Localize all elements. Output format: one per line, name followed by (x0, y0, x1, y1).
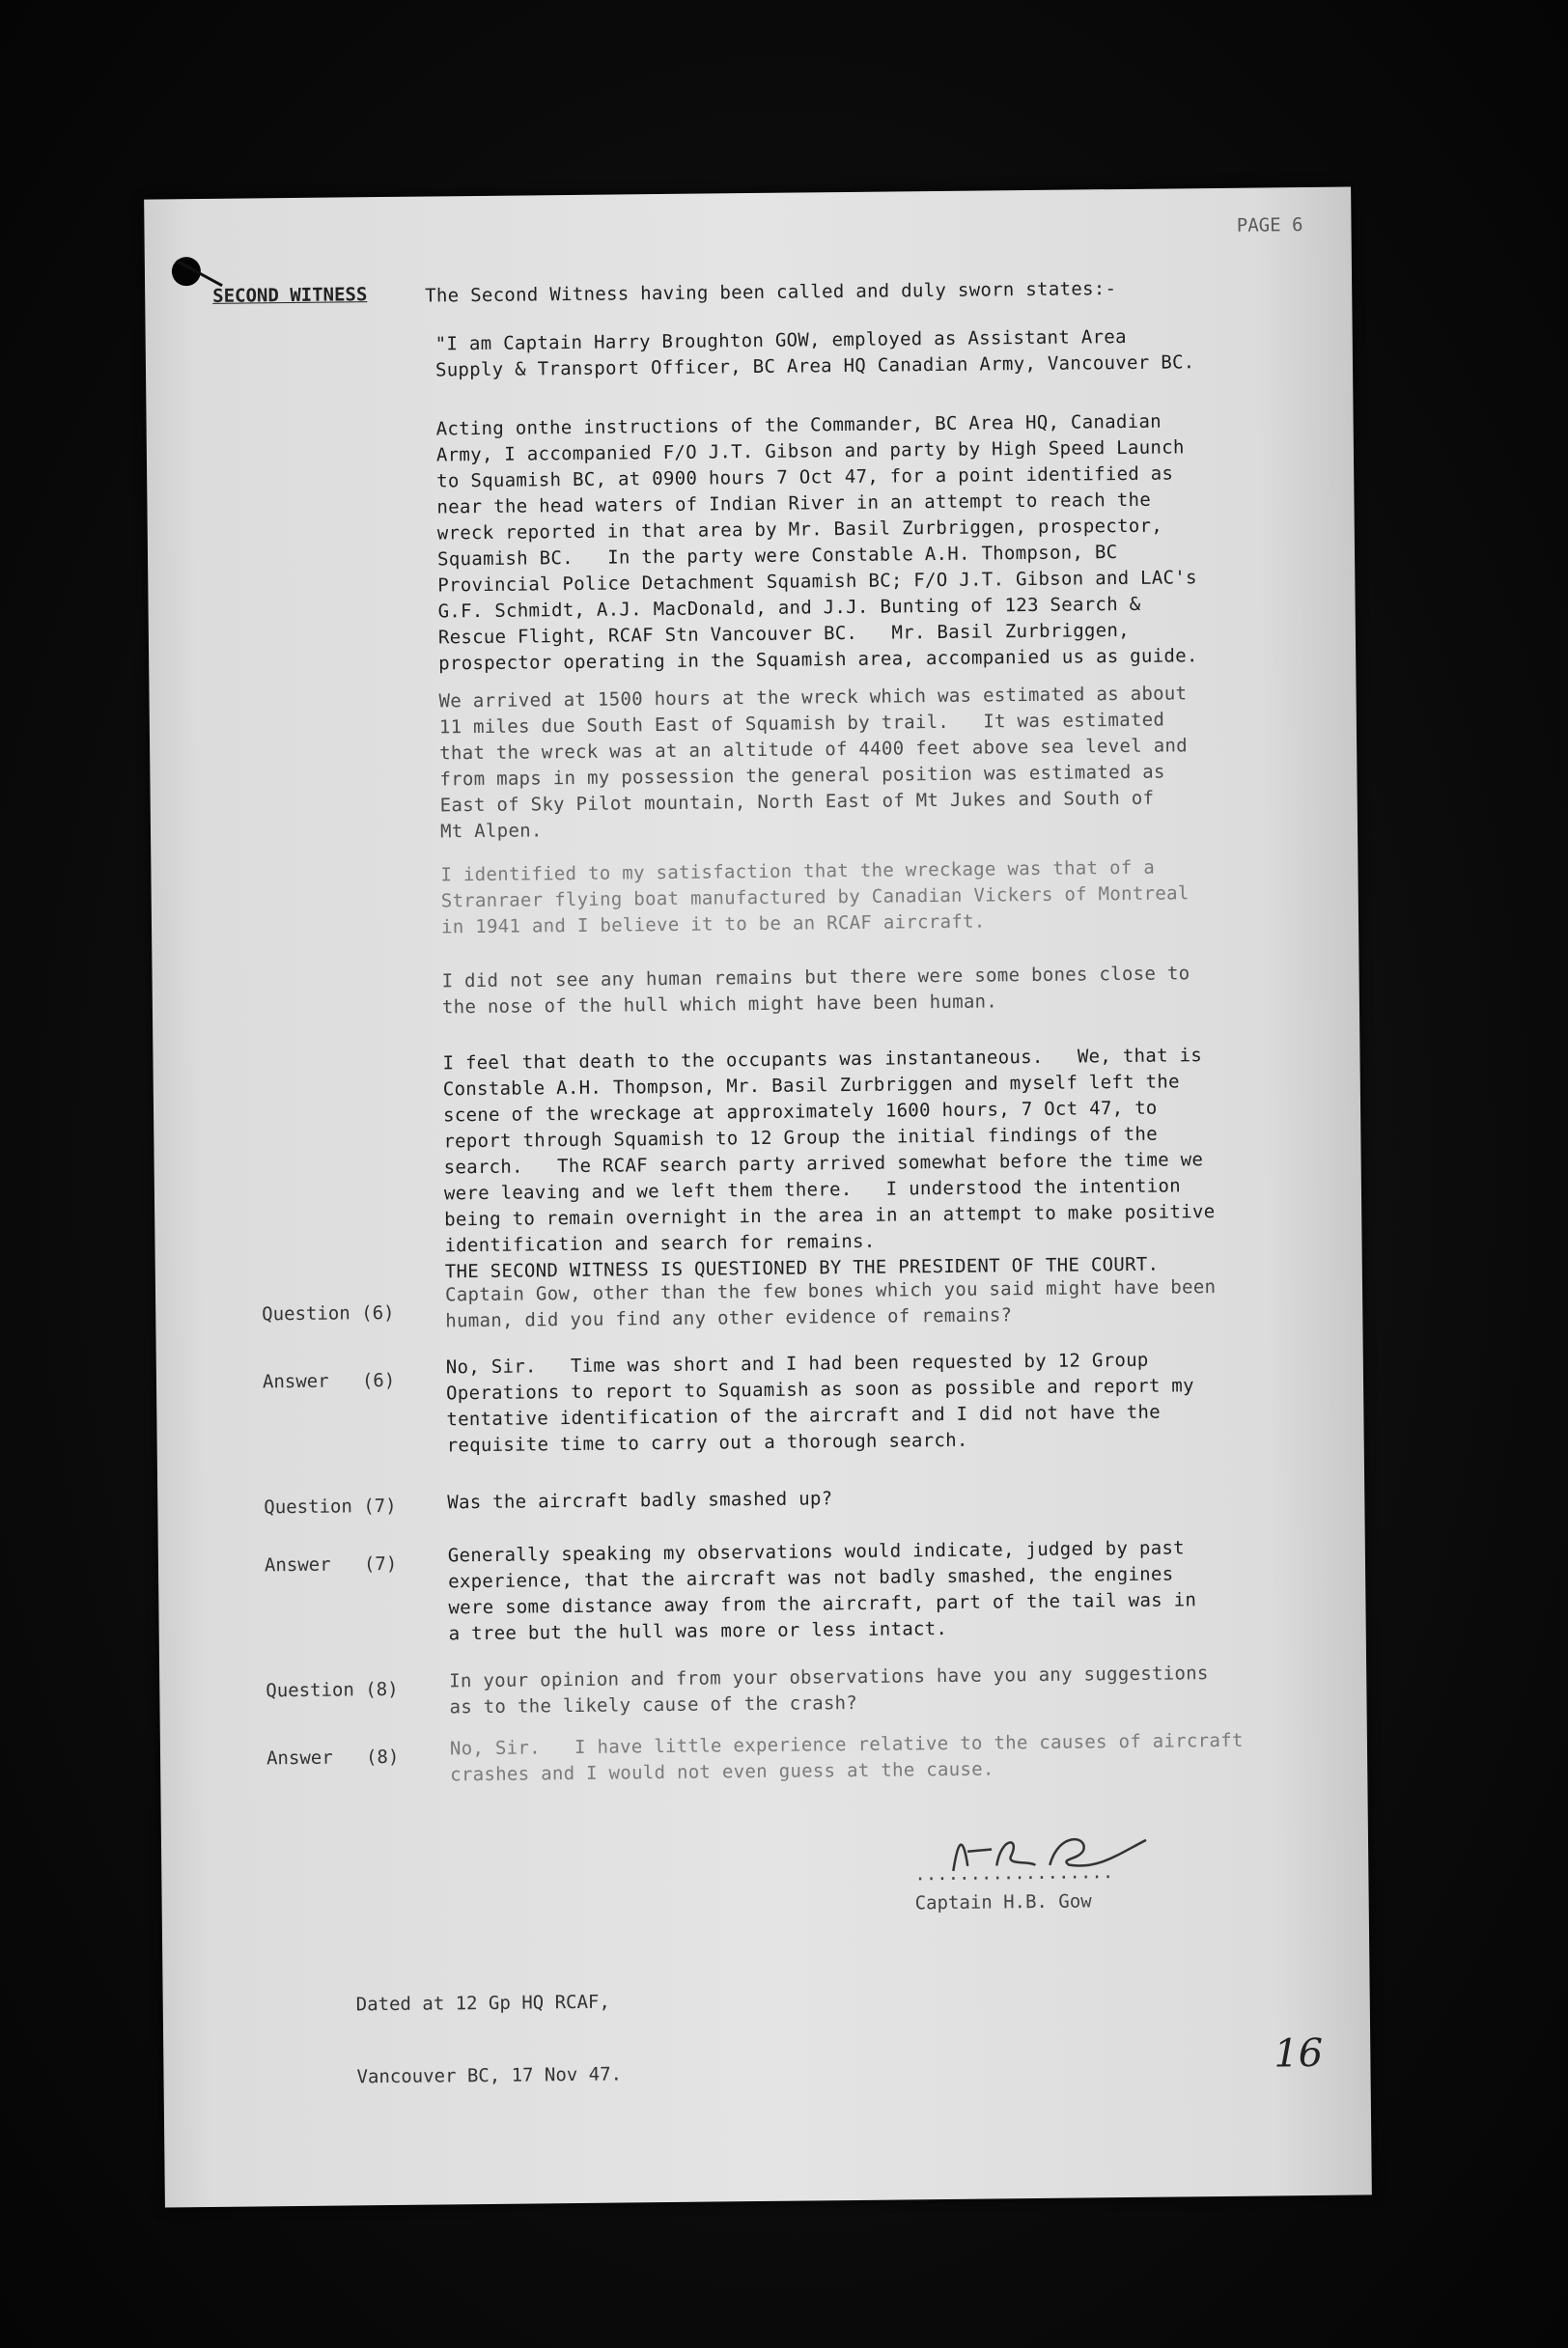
qa-text-a6: No, Sir. Time was short and I had been requested by 12 Group Operations to report to Squamish as soon as possible and report my tentative identification of the aircraft and I did not have the requisite time to carry out a thorough search. (445, 1349, 1194, 1457)
signature-line: .................. (914, 1861, 1114, 1886)
qa-label-a6: Answer (6) (262, 1369, 396, 1393)
qa-text-a7: Generally speaking my observations would indicate, judged by past experience, that the aircraft was not badly smashed, the engines were some distance away from the aircraft, part of the tail was in a tree but the hull was more or less intact. (447, 1537, 1197, 1645)
qa-label-a7: Answer (7) (264, 1552, 398, 1577)
qa-text-q7: Was the aircraft badly smashed up? (447, 1488, 833, 1514)
paragraph-6: I feel that death to the occupants was instantaneous. We, that is Constable A.H. Thompson, Mr. Basil Zurbriggen and myself left the scene of the wreckage at approximately 1600 hours, 7 Oct 47, to report through Squamish to 12 Group the initial findings of the search. The RCAF search party arrived somewhat before the time we were leaving and we left them there. I understood the intention being to remain overnight in the area in an attempt to make positive identification and search for remains. THE SECOND WITNESS IS QUESTIONED BY THE PRESIDENT OF THE COURT. (442, 1045, 1216, 1283)
qa-text-a8: No, Sir. I have little experience relative to the causes of aircraft crashes and I would not even guess at the cause. (449, 1729, 1244, 1786)
qa-label-q6: Question (6) (262, 1301, 395, 1326)
paragraph-3: We arrived at 1500 hours at the wreck which was estimated as about 11 miles due South East of Squamish by trail. It was estimated that the wreck was at an altitude of 4400 feet above sea level and from maps in my possession the general position was estimated as East of Sky Pilot mountain, North East of Mt Jukes and South of Mt Alpen. (438, 683, 1189, 843)
qa-label-q8: Question (8) (266, 1678, 399, 1702)
document-page (144, 187, 1372, 2208)
intro-line: The Second Witness having been called and duly sworn states:- (425, 278, 1117, 307)
qa-label-a8: Answer (8) (266, 1746, 400, 1770)
paragraph-2: Acting onthe instructions of the Commander, BC Area HQ, Canadian Army, I accompanied F/O J.T. Gibson and party by High Speed Launch to Squamish BC, at 0900 hours 7 Oct 47, for a point identified as near the head waters of Indian River in an attempt to reach the wreck reported in that area by Mr. Basil Zurbriggen, prospector, Squamish BC. In the party were Constable A.H. Thompson, BC Provincial Police Detachment Squamish BC; F/O J.T. Gibson and LAC's G.F. Schmidt, A.J. MacDonald, and J.J. Bunting of 123 Search & Rescue Flight, RCAF Stn Vancouver BC. Mr. Basil Zurbriggen, prospector operating in the Squamish area, accompanied us as guide. (435, 410, 1198, 675)
qa-text-q8: In your opinion and from your observations have you any suggestions as to the likely cause of the crash? (449, 1663, 1209, 1719)
section-label: SECOND WITNESS (212, 284, 368, 307)
paragraph-1: "I am Captain Harry Broughton GOW, employed as Assistant Area Supply & Transport Officer, BC Area HQ Canadian Army, Vancouver BC. (434, 325, 1195, 381)
dated-line-2: Vancouver BC, 17 Nov 47. (356, 2063, 623, 2088)
dated-line-1: Dated at 12 Gp HQ RCAF, (355, 1991, 610, 2016)
dated-block (355, 1943, 623, 2138)
qa-text-q6: Captain Gow, other than the few bones which you said might have been human, did you find any other evidence of remains? (444, 1276, 1217, 1332)
paragraph-4: I identified to my satisfaction that the wreckage was that of a Stranraer flying boat manufactured by Canadian Vickers of Montreal in 1941 and I believe it to be an RCAF aircraft. (440, 856, 1190, 938)
signature-name: Captain H.B. Gow (914, 1890, 1092, 1915)
folio-number: 16 (1274, 2030, 1324, 2077)
page-number: PAGE 6 (1236, 214, 1303, 237)
signature-block (914, 1819, 1281, 1915)
paragraph-5: I did not see any human remains but there were some bones close to the nose of the hull which might have been human. (441, 963, 1190, 1019)
qa-label-q7: Question (7) (264, 1495, 397, 1519)
